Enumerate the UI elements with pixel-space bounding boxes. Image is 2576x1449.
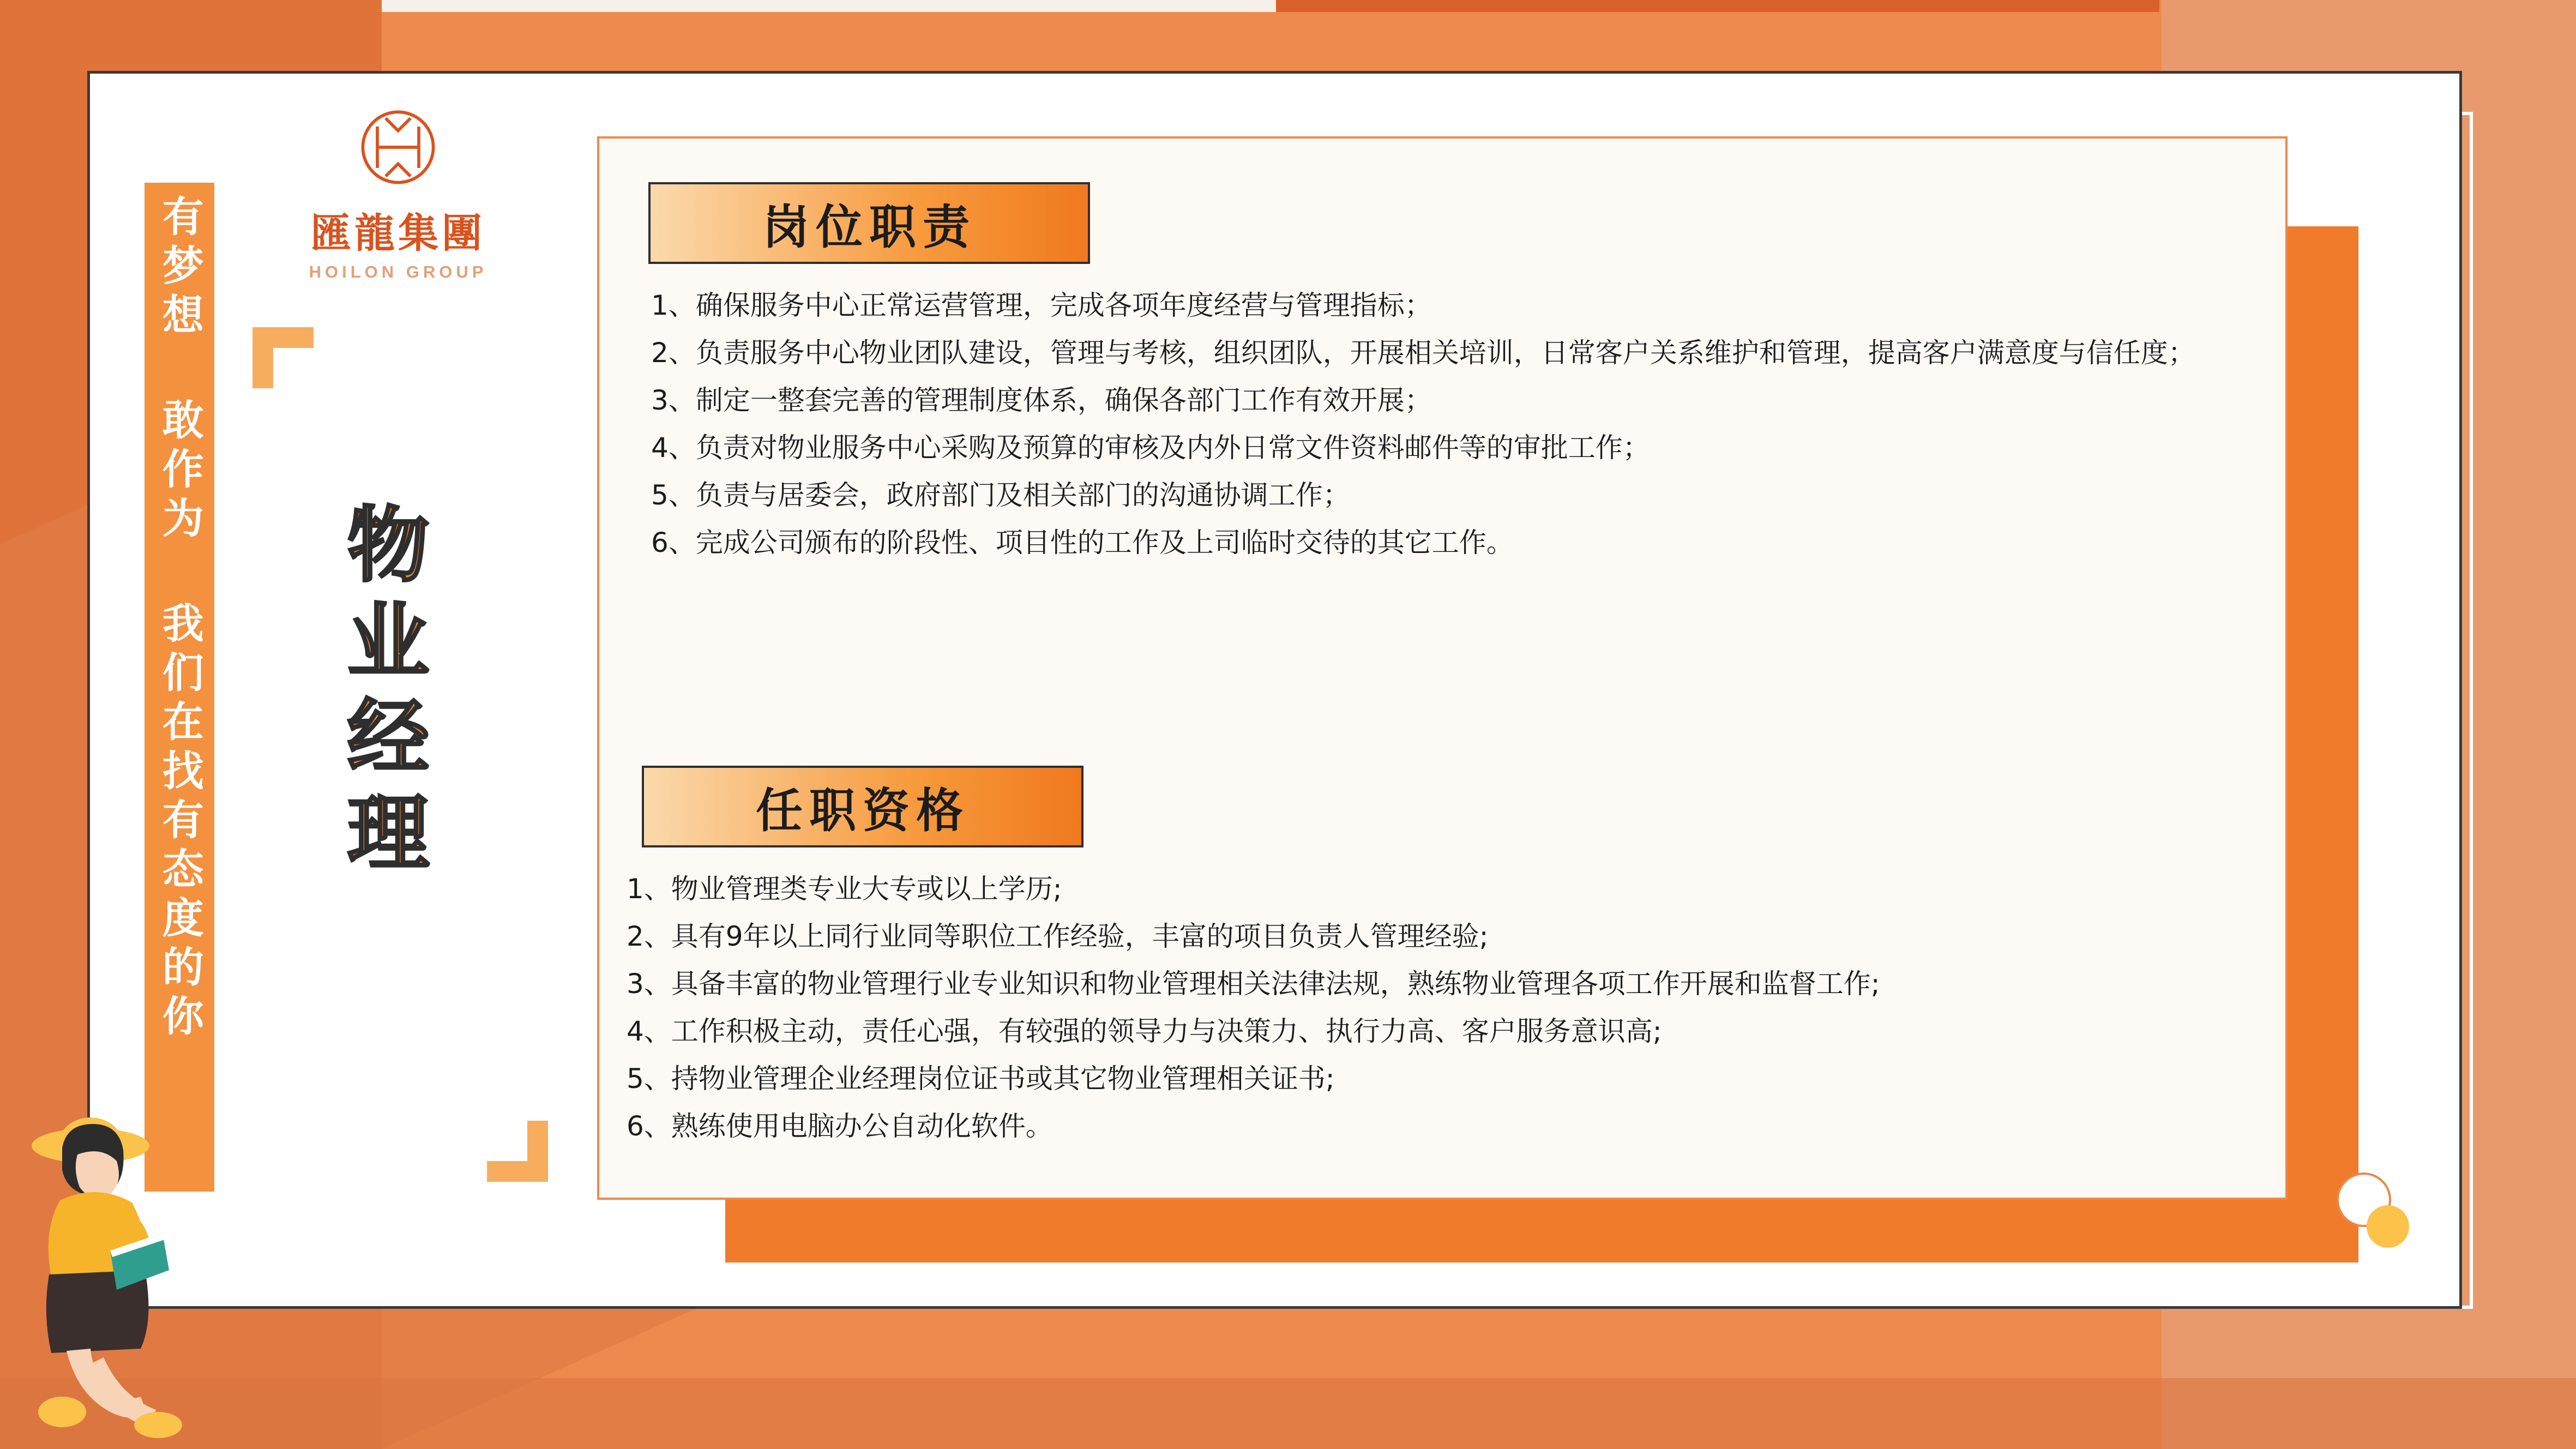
corner-square-decor-bottom bbox=[487, 1121, 548, 1182]
list-item: 5、负责与居委会，政府部门及相关部门的沟通协调工作； bbox=[651, 479, 1350, 511]
section-badge-requirements bbox=[642, 766, 1084, 847]
reading-girl-illustration bbox=[5, 1100, 245, 1449]
list-item: 4、工作积极主动，责任心强，有较强的领导力与决策力、执行力高、客户服务意识高; bbox=[627, 1015, 1662, 1047]
list-item: 5、持物业管理企业经理岗位证书或其它物业管理相关证书; bbox=[627, 1063, 1335, 1095]
section-badge-label: 岗位职责 bbox=[762, 200, 976, 255]
background-top-strip-dark bbox=[1276, 0, 2159, 12]
circle-filled-decor-icon bbox=[2367, 1205, 2409, 1248]
list-item: 6、完成公司颁布的阶段性、项目性的工作及上司临时交待的其它工作。 bbox=[651, 527, 1514, 558]
corner-square-decor-top bbox=[252, 327, 314, 388]
job-title bbox=[333, 502, 453, 886]
list-item: 4、负责对物业服务中心采购及预算的审核及内外日常文件资料邮件等的审批工作； bbox=[651, 432, 1650, 464]
background-top-strip-light bbox=[382, 0, 1276, 12]
background-bottom-band bbox=[0, 1378, 2576, 1449]
brand-name-en: HOILON GROUP bbox=[309, 262, 487, 281]
section-badge-label: 任职资格 bbox=[756, 784, 970, 838]
slogan-bar bbox=[145, 183, 214, 1192]
list-item: 2、负责服务中心物业团队建设，管理与考核，组织团队，开展相关培训，日常客户关系维护和管理，提高客户满意度与信任度； bbox=[651, 337, 2195, 369]
requirement-list bbox=[599, 869, 2285, 1146]
section-responsibilities bbox=[599, 182, 2285, 563]
brand-logo bbox=[284, 95, 513, 282]
list-item: 3、制定一整套完善的管理制度体系，确保各部门工作有效开展； bbox=[651, 384, 1432, 416]
list-item: 3、具备丰富的物业管理行业专业知识和物业管理相关法律法规，熟练物业管理各项工作开展和监督工作; bbox=[627, 968, 1880, 1000]
responsibility-list bbox=[599, 286, 2285, 563]
section-badge-responsibilities bbox=[648, 182, 1090, 264]
slogan-text: 有梦想 敢作为 我们在找有态度的你 bbox=[155, 195, 204, 1043]
hoilon-h-monogram-icon bbox=[346, 95, 450, 199]
job-title-text: 物业经理 bbox=[333, 502, 428, 886]
list-item: 2、具有9年以上同行业同等职位工作经验，丰富的项目负责人管理经验; bbox=[627, 921, 1489, 952]
list-item: 1、确保服务中心正常运营管理，完成各项年度经营与管理指标； bbox=[651, 290, 1432, 321]
content-panel bbox=[597, 136, 2288, 1200]
list-item: 6、熟练使用电脑办公自动化软件。 bbox=[627, 1110, 1053, 1142]
brand-name-cn: 匯龍集團 bbox=[311, 210, 485, 257]
section-requirements bbox=[599, 766, 2285, 1146]
list-item: 1、物业管理类专业大专或以上学历; bbox=[627, 873, 1062, 905]
